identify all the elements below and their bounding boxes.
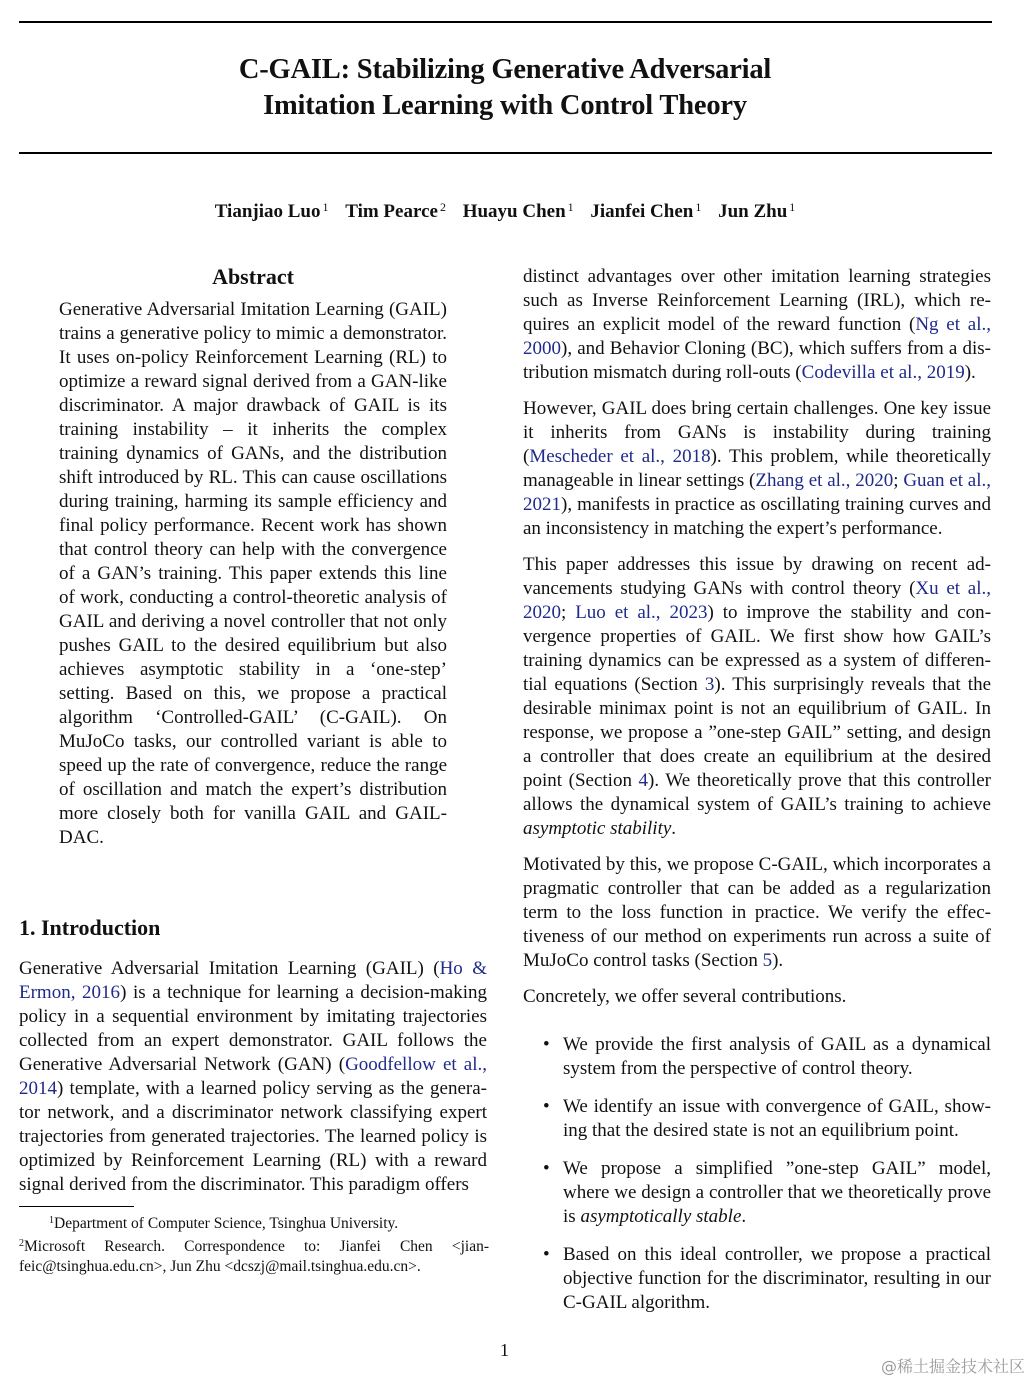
section-ref-link[interactable]: 3	[704, 674, 715, 695]
citation-link[interactable]: Mescheder et al., 2018	[529, 446, 711, 467]
bullet-icon: •	[543, 1244, 550, 1265]
citation-link[interactable]: Ho & Ermon, 2016	[19, 958, 487, 1003]
abstract-section	[59, 262, 447, 850]
bullet-icon: •	[543, 1034, 550, 1055]
introduction-left-column	[19, 913, 487, 1197]
section-ref-link[interactable]: 5	[762, 950, 773, 971]
intro-paragraph-1: Generative Adversarial Imitation Learning (GAIL) (Ho & Ermon, 2016) is a technique for learning a decision-making policy in a sequential environment by imitating trajectories collected from an expert demonstrator. GAIL follows the Generative Adversarial Network (GAN) (Goodfellow et al., 2014) template, with a learned policy serving as the generator network, and a discriminator network classifying expert trajectories from generated trajectories. The learned policy is optimized by Reinforcement Learning (RL) with a reward signal derived from the discriminator. This paradigm offers	[19, 958, 488, 1195]
bullet-icon: •	[543, 1158, 550, 1179]
top-rule	[19, 21, 992, 23]
citation-link[interactable]: Goodfellow et al., 2014	[19, 1054, 488, 1099]
footnote-rule	[19, 1206, 134, 1207]
citation-link[interactable]: Xu et al., 2020	[523, 578, 991, 623]
abstract-text: Generative Adversarial Imitation Learning (GAIL) trains a generative policy to mimic a demonstrator. It uses on-policy Reinforcement Learning (RL) to optimize a reward signal derived from a GAN-like discriminator. A major drawback of GAIL is its training instability – it inherits the complex training dynamics of GANs, and the distribution shift introduced by RL. This can cause oscillations during training, harming its sample efficiency and final policy performance. Recent work has shown that control theory can help with the convergence of a GAN’s training. This paper extends this line of work, conducting a control-theoretic analysis of GAIL and deriving a novel controller that not only pushes GAIL to the desired equilibrium but also achieves asymptotic stability in a ‘one-step’ setting. Based on this, we propose a practical algorithm ‘Controlled-GAIL’ (C-GAIL). On MuJoCo tasks, our controlled variant is able to speed up the rate of convergence, reduce the range of oscillation and match the expert’s distribution more closely both for vanilla GAIL and GAIL-DAC.	[59, 299, 447, 848]
intro-paragraph-3: This paper addresses this issue by drawing on recent advancements studying GANs with control theory (Xu et al., 2020; Luo et al., 2023) to improve the stability and convergence properties of GAIL. We first show how GAIL’s training dynamics can be expressed as a system of differential equations (Section 3). This surprisingly reveals that the desirable minimax point is not an equilibrium of GAIL. In response, we propose a ”one-step GAIL” setting, and design a controller that does create an equilibrium at the desired point (Section 4). We theoretically prove that this controller allows the dynamical system of GAIL’s training to achieve asymptotic stability.	[523, 554, 992, 839]
citation-link[interactable]: Guan et al., 2021	[523, 470, 992, 515]
author: Huayu Chen $^1$	[462, 200, 574, 222]
intro-paragraph-5: Concretely, we offer several contributions.	[523, 986, 847, 1007]
list-item: • Based on this ideal controller, we propose a practical objective function for the discriminator, resulting in our C-GAIL algorithm.	[543, 1244, 991, 1313]
title-line-1: C-GAIL: Stabilizing Generative Adversarial	[238, 54, 772, 85]
bullet-icon: •	[543, 1096, 550, 1117]
section-ref-link[interactable]: 4	[638, 770, 649, 791]
list-item: • We identify an issue with convergence of GAIL, showing that the desired state is not an equilibrium point.	[543, 1096, 991, 1141]
introduction-heading: 1. Introduction	[19, 915, 161, 940]
author: Tim Pearce $^2$	[345, 200, 446, 222]
intro-paragraph-2: However, GAIL does bring certain challenges. One key issue it inherits from GANs is instability during training (Mescheder et al., 2018). This problem, while theoretically manageable in linear settings (Zhang et al., 2020; Guan et al., 2021), manifests in practice as oscillating training curves and an inconsistency in matching the expert’s performance.	[523, 398, 992, 539]
title-rule	[19, 152, 992, 154]
list-item: • We provide the first analysis of GAIL as a dynamical system from the perspective of control theory.	[543, 1034, 991, 1079]
citation-link[interactable]: Zhang et al., 2020	[755, 470, 894, 491]
page-number: 1	[500, 1340, 509, 1360]
citation-link[interactable]: Luo et al., 2023	[575, 602, 708, 623]
citation-link[interactable]: Codevilla et al., 2019	[801, 362, 965, 383]
paper-title	[0, 52, 1010, 124]
footnotes	[19, 1211, 489, 1277]
contributions-list	[523, 1033, 991, 1315]
author: Jianfei Chen $^1$	[590, 200, 702, 222]
footnote-1: $^1$Department of Computer Science, Tsinghua University.	[49, 1215, 399, 1232]
author: Tianjiao Luo $^1$	[214, 200, 329, 222]
watermark: @稀土掘金技术社区	[880, 1357, 1025, 1376]
introduction-right-column	[523, 265, 991, 1329]
intro-paragraph-4: Motivated by this, we propose C-GAIL, which incorporates a pragmatic controller that can be added as a regularization term to the loss function in practice. We verify the effectiveness of our method on experiments run across a suite of MuJoCo control tasks (Section 5).	[523, 854, 991, 971]
abstract-heading: Abstract	[212, 264, 294, 289]
title-line-2: Imitation Learning with Control Theory	[263, 90, 747, 121]
list-item: • We propose a simplified ”one-step GAIL” model, where we design a controller that we theoretically prove is asymptotically stable.	[543, 1158, 991, 1227]
intro-paragraph-1-continued: distinct advantages over other imitation learning strategies such as Inverse Reinforcement Learning (IRL), which requires an explicit model of the reward function (Ng et al., 2000), and Behavior Cloning (BC), which suffers from a distribution mismatch during roll-outs (Codevilla et al., 2019).	[523, 266, 991, 383]
author-list	[0, 195, 1010, 224]
citation-link[interactable]: Ng et al., 2000	[523, 314, 991, 359]
author: Jun Zhu $^1$	[718, 200, 796, 222]
footnote-2: $^2$Microsoft Research. Correspondence to: Jianfei Chen <jianfeic@tsinghua.edu.cn>, Jun Zhu <dcszj@mail.tsinghua.edu.cn>.	[19, 1238, 489, 1275]
